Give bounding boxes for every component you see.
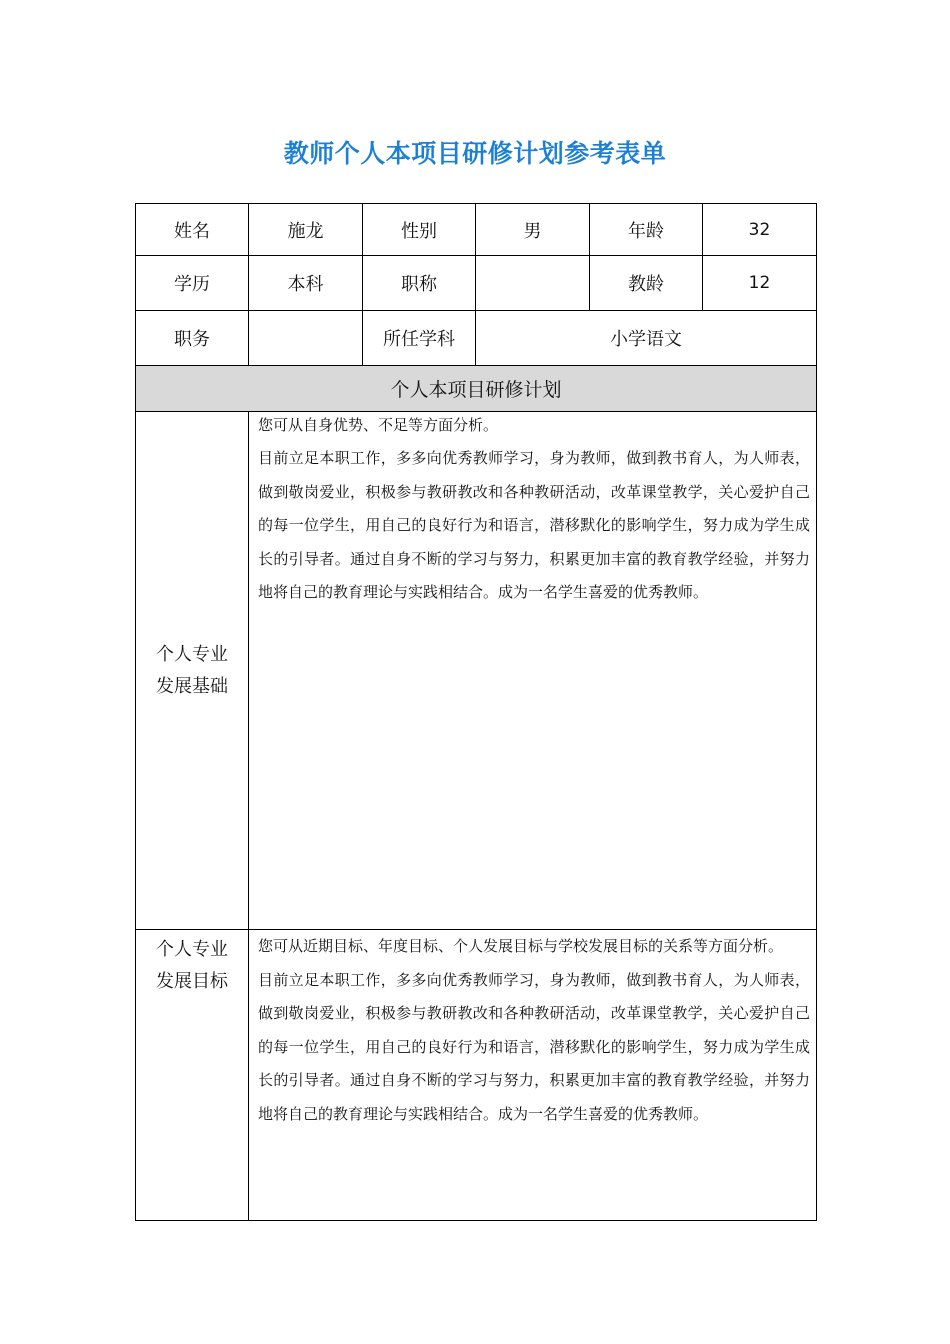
position-label: 职务: [136, 311, 249, 366]
info-row-3: [136, 311, 817, 366]
section-header-row: [136, 366, 817, 412]
goals-row: [136, 930, 817, 1221]
professional-title-value: [476, 256, 590, 311]
page-title: 教师个人本项目研修计划参考表单: [283, 139, 667, 168]
age-value: 32: [703, 204, 817, 256]
goals-label: [136, 930, 249, 1221]
gender-label: 性别: [363, 204, 476, 256]
name-value: 施龙: [249, 204, 363, 256]
foundation-row: [136, 412, 817, 930]
foundation-label: [136, 412, 249, 930]
gender-value: 男: [476, 204, 590, 256]
education-value: 本科: [249, 256, 363, 311]
subject-value: 小学语文: [476, 311, 817, 366]
section-header: 个人本项目研修计划: [136, 366, 817, 412]
position-value: [249, 311, 363, 366]
teaching-years-value: 12: [703, 256, 817, 311]
professional-title-label: 职称: [363, 256, 476, 311]
goals-label-line2: 发展目标: [156, 971, 228, 992]
foundation-label-line2: 发展基础: [156, 675, 228, 697]
foundation-label-line1: 个人专业: [156, 643, 228, 665]
teaching-years-label: 教龄: [590, 256, 703, 311]
age-label: 年龄: [590, 204, 703, 256]
goals-label-line1: 个人专业: [156, 939, 228, 960]
info-row-2: [136, 256, 817, 311]
plan-form-table: [135, 203, 817, 1221]
goals-hint: 您可从近期目标、年度目标、个人发展目标与学校发展目标的关系等方面分析。: [258, 937, 784, 955]
foundation-hint: 您可从自身优势、不足等方面分析。: [258, 416, 499, 434]
foundation-content: [249, 412, 817, 930]
goals-text: 目前立足本职工作，多多向优秀教师学习，身为教师，做到教书育人，为人师表，做到敬岗爱业，积极参与教研教改和各种教研活动，改革课堂教学，关心爱护自己的每一位学生，用自己的良好行为和语言，潜移默化的影响学生，努力成为学生成长的引导者。通过自身不断的学习与努力，积累更加丰富的教育教学经验，并努力地将自己的教育理论与实践相结合。成为一名学生喜爱的优秀教师。: [258, 970, 810, 1123]
subject-label: 所任学科: [363, 311, 476, 366]
education-label: 学历: [136, 256, 249, 311]
name-label: 姓名: [136, 204, 249, 256]
goals-content: [249, 930, 817, 1221]
foundation-text: 目前立足本职工作，多多向优秀教师学习，身为教师，做到教书育人，为人师表，做到敬岗爱业，积极参与教研教改和各种教研活动，改革课堂教学，关心爱护自己的每一位学生，用自己的良好行为和语言，潜移默化的影响学生，努力成为学生成长的引导者。通过自身不断的学习与努力，积累更加丰富的教育教学经验，并努力地将自己的教育理论与实践相结合。成为一名学生喜爱的优秀教师。: [258, 449, 810, 601]
info-row-1: [136, 204, 817, 256]
